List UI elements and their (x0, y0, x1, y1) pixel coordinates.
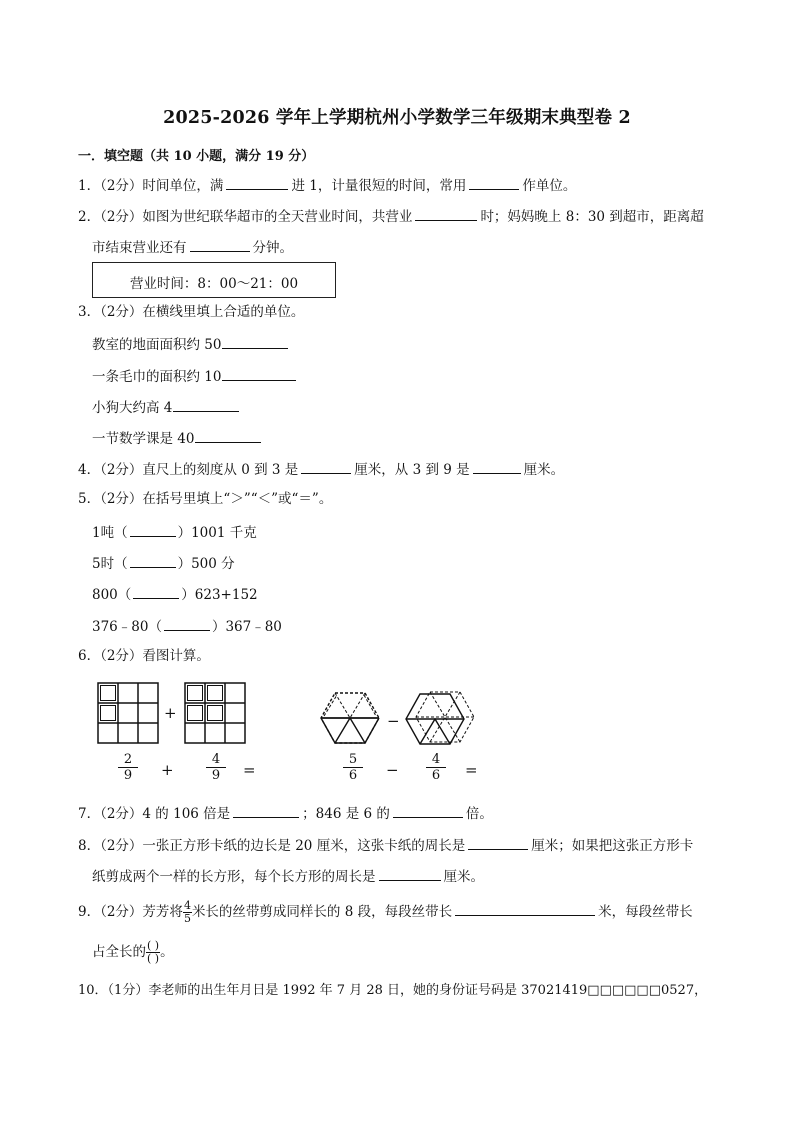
question-8-cont: 纸剪成两个一样的长方形，每个长方形的周长是 厘米。 (92, 869, 484, 885)
answer-blank[interactable] (468, 836, 528, 850)
answer-blank[interactable] (379, 867, 441, 881)
answer-blank[interactable] (415, 207, 477, 221)
hexagon-figure-right (405, 690, 475, 746)
answer-blank[interactable] (469, 176, 519, 190)
grid-figure-right (184, 682, 248, 744)
equals-sign: = (465, 761, 478, 779)
answer-blank[interactable] (393, 804, 463, 818)
fraction-5-6: $\frac{5}{6}$ (343, 752, 363, 783)
answer-blank[interactable] (173, 398, 239, 412)
answer-blank[interactable] (190, 238, 250, 252)
fraction-4-9: $\frac{4}{9}$ (206, 752, 226, 783)
paren-fraction[interactable]: $\frac{( )}{( )}$ (147, 939, 160, 965)
fraction-4-5: $\frac{4}{5}$ (183, 899, 191, 925)
q3-item: 一节数学课是 40 (92, 429, 264, 447)
answer-blank[interactable] (222, 335, 288, 349)
grid-figure-left (97, 682, 161, 744)
answer-blank[interactable] (226, 176, 288, 190)
minus-sign: − (387, 712, 400, 730)
answer-blank[interactable] (455, 902, 595, 916)
q3-item: 一条毛巾的面积约 10 (92, 367, 299, 385)
question-9-cont: 占全长的 $\frac{( )}{( )}$ 。 (92, 939, 174, 965)
plus-sign: + (161, 761, 174, 779)
fraction-2-9: $\frac{2}{9}$ (118, 752, 138, 783)
question-10: 10．（1分）李老师的出生年月日是 1992 年 7 月 28 日，她的身份证号码是 37021419□□□□□□0527， (78, 983, 708, 998)
compare-row: 5时（ ）500 分 (92, 556, 235, 572)
hexagon-figure-left (320, 692, 380, 744)
answer-blank[interactable] (301, 460, 351, 474)
question-6: 6．（2分）看图计算。 (78, 648, 210, 664)
answer-blank[interactable] (130, 554, 176, 568)
question-3: 3．（2分）在横线里填上合适的单位。 (78, 304, 305, 320)
section-heading: 一．填空题（共 10 小题，满分 19 分） (78, 149, 315, 164)
compare-row: 1吨（ ）1001 千克 (92, 525, 257, 541)
answer-blank[interactable] (233, 804, 299, 818)
equals-sign: = (243, 761, 256, 779)
answer-blank[interactable] (222, 367, 296, 381)
question-4: 4．（2分）直尺上的刻度从 0 到 3 是 厘米，从 3 到 9 是 厘米。 (78, 462, 565, 478)
question-2: 2．（2分）如图为世纪联华超市的全天营业时间，共营业 时；妈妈晚上 8：30 到超市，距离超 (78, 209, 704, 225)
plus-sign: + (164, 704, 177, 722)
answer-blank[interactable] (164, 617, 210, 631)
answer-blank[interactable] (195, 429, 261, 443)
question-2-cont: 市结束营业还有 分钟。 (92, 240, 293, 256)
q3-item: 小狗大约高 4 (92, 398, 242, 416)
answer-blank[interactable] (130, 523, 176, 537)
question-9: 9．（2分）芳芳将 $\frac{4}{5}$ 米长的丝带剪成同样长的 8 段，每段丝带长 米，每段丝带长 (78, 899, 693, 925)
answer-blank[interactable] (473, 460, 521, 474)
question-8: 8．（2分）一张正方形卡纸的边长是 20 厘米，这张卡纸的周长是 厘米；如果把这张正方形卡 (78, 838, 694, 854)
answer-blank[interactable] (133, 585, 179, 599)
minus-sign: − (386, 761, 399, 779)
question-7: 7．（2分）4 的 106 倍是 ；846 是 6 的 倍。 (78, 806, 493, 822)
question-1: 1．（2分）时间单位，满 进 1，计量很短的时间，常用 作单位。 (78, 178, 577, 194)
fraction-4-6: $\frac{4}{6}$ (426, 752, 446, 783)
business-hours-box (92, 262, 336, 298)
compare-row: 376﹣80（ ）367﹣80 (92, 619, 282, 635)
page-title: 2025-2026 学年上学期杭州小学数学三年级期末典型卷 2 (163, 108, 631, 128)
q3-item: 教室的地面面积约 50 (92, 335, 291, 353)
business-hours-text: 营业时间：8：00～21：00 (129, 276, 299, 292)
compare-row: 800（ ）623+152 (92, 587, 258, 603)
question-5: 5．（2分）在括号里填上“＞”“＜”或“＝”。 (78, 491, 333, 507)
